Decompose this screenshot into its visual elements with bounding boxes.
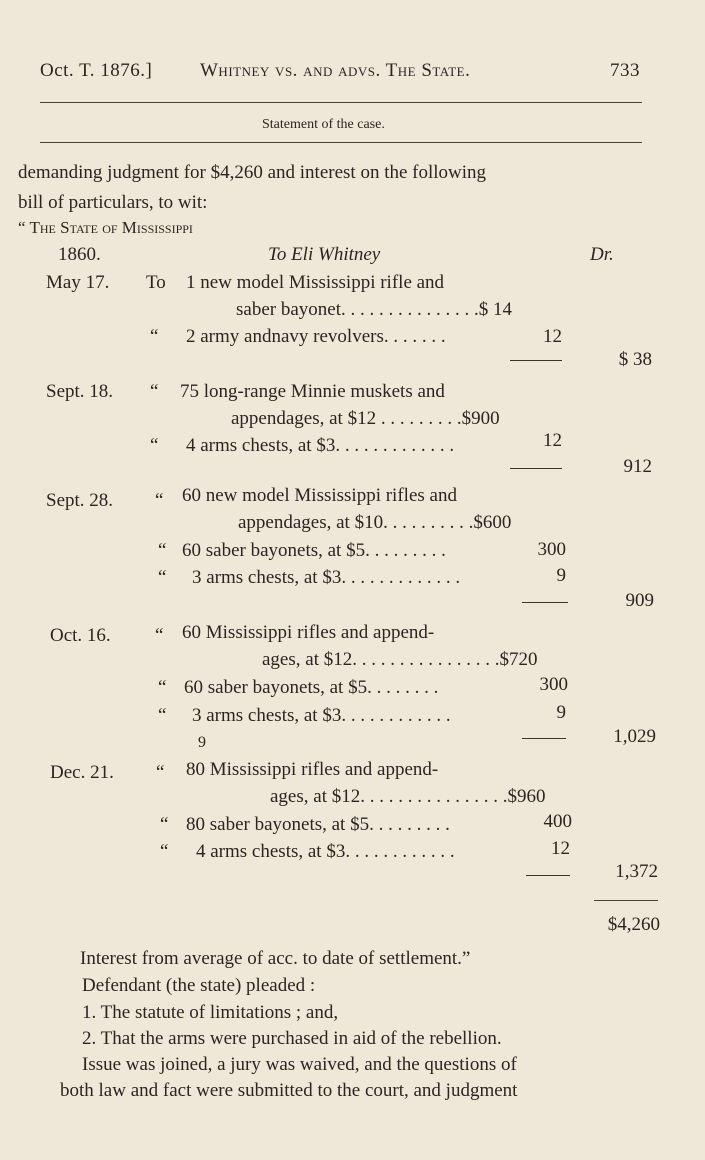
entry-line-2: appendages, at $12 . . . . . . . . .$900: [231, 408, 500, 429]
closing-line-1: Interest from average of acc. to date of settlement.”: [80, 948, 471, 969]
entry-line-1: 60 new model Mississippi rifles and: [182, 485, 457, 506]
account-year: 1860.: [58, 244, 101, 265]
entry-date: Sept. 28.: [46, 490, 114, 511]
entry-total: $ 38: [618, 349, 652, 370]
entry-ditto: “: [155, 490, 164, 511]
entry-line-1: 60 Mississippi rifles and append-: [182, 622, 435, 643]
entry-ditto: “: [150, 381, 159, 402]
header-rule-bottom: [40, 142, 642, 143]
entry-line-3: 80 saber bayonets, at $5. . . . . . . . .: [186, 814, 450, 835]
entry-ditto: “: [156, 762, 165, 783]
account-dr: Dr.: [590, 244, 614, 265]
entry-line-3: 2 army andnavy revolvers. . . . . . .: [186, 326, 446, 347]
entry-line-3: 60 saber bayonets, at $5. . . . . . . . .: [182, 540, 446, 561]
entry-ditto: “: [158, 540, 167, 561]
entry-amount: 9: [556, 702, 566, 723]
entry-amount: 9: [556, 565, 566, 586]
entry-line-3: 4 arms chests, at $3. . . . . . . . . . . . .: [186, 435, 455, 456]
entry-line-2: ages, at $12. . . . . . . . . . . . . . . .$960: [270, 786, 546, 807]
entry-line-3: 60 saber bayonets, at $5. . . . . . . .: [184, 677, 439, 698]
entry-line-1: 75 long-range Minnie muskets and: [180, 381, 445, 402]
entry-date: Dec. 21.: [50, 762, 114, 783]
entry-amount: 12: [551, 838, 570, 859]
entry-ditto: “: [150, 435, 159, 456]
entry-ditto: “: [160, 814, 169, 835]
page-number: 733: [610, 60, 640, 81]
entry-ditto: “: [158, 705, 167, 726]
entry-line-2: appendages, at $10. . . . . . . . . .$600: [238, 512, 512, 533]
subtotal-rule: [510, 468, 562, 469]
entry-date: Oct. 16.: [50, 625, 111, 646]
entry-line-2: saber bayonet. . . . . . . . . . . . . . .$ 14: [236, 299, 512, 320]
entry-amount: 300: [537, 539, 566, 560]
closing-line-3: 1. The statute of limitations ; and,: [82, 1002, 339, 1023]
entry-total: 1,372: [615, 861, 658, 882]
entry-ditto: To: [146, 272, 166, 293]
running-head-title: Whitney vs. and advs. The State.: [200, 60, 471, 81]
entry-ditto: “: [150, 326, 159, 347]
subheading: Statement of the case.: [262, 117, 385, 132]
closing-line-5: Issue was joined, a jury was waived, and the questions of: [82, 1054, 517, 1075]
subtotal-rule: [510, 360, 562, 361]
entry-date: Sept. 18.: [46, 381, 114, 402]
entry-amount: 12: [543, 326, 562, 347]
entry-ditto: “: [155, 625, 164, 646]
entry-line-1: 80 Mississippi rifles and append-: [186, 759, 439, 780]
closing-line-6: both law and fact were submitted to the court, and judgment: [60, 1080, 518, 1101]
stray-mark: 9: [198, 734, 206, 751]
closing-line-4: 2. That the arms were purchased in aid of the rebellion.: [82, 1028, 502, 1049]
entry-total: 909: [625, 590, 654, 611]
entry-amount: 400: [543, 811, 572, 832]
closing-line-2: Defendant (the state) pleaded :: [82, 975, 316, 996]
entry-total: 1,029: [613, 726, 656, 747]
entry-amount: 12: [543, 430, 562, 451]
entry-line-4: 3 arms chests, at $3. . . . . . . . . . . . .: [192, 567, 461, 588]
entry-line-1: 1 new model Mississippi rifle and: [186, 272, 445, 293]
subtotal-rule: [522, 602, 568, 603]
intro-line-2: bill of particulars, to wit:: [18, 192, 208, 213]
entry-ditto: “: [158, 677, 167, 698]
header-rule-top: [40, 102, 642, 103]
entry-ditto: “: [158, 567, 167, 588]
grand-total: $4,260: [607, 914, 660, 935]
account-heading: “ The State of Mississippi: [18, 218, 193, 237]
entry-line-2: ages, at $12. . . . . . . . . . . . . . . .$720: [262, 649, 538, 670]
subtotal-rule: [522, 738, 566, 739]
grand-total-rule: [594, 900, 658, 901]
entry-total: 912: [623, 456, 652, 477]
entry-line-4: 3 arms chests, at $3. . . . . . . . . . . .: [192, 705, 451, 726]
intro-line-1: demanding judgment for $4,260 and interest on the following: [18, 162, 487, 183]
running-head-term: Oct. T. 1876.]: [40, 60, 153, 81]
entry-ditto: “: [160, 841, 169, 862]
entry-date: May 17.: [46, 272, 110, 293]
subtotal-rule: [526, 875, 570, 876]
entry-amount: 300: [539, 674, 568, 695]
entry-line-4: 4 arms chests, at $3. . . . . . . . . . . .: [196, 841, 455, 862]
account-party: To Eli Whitney: [268, 244, 381, 265]
